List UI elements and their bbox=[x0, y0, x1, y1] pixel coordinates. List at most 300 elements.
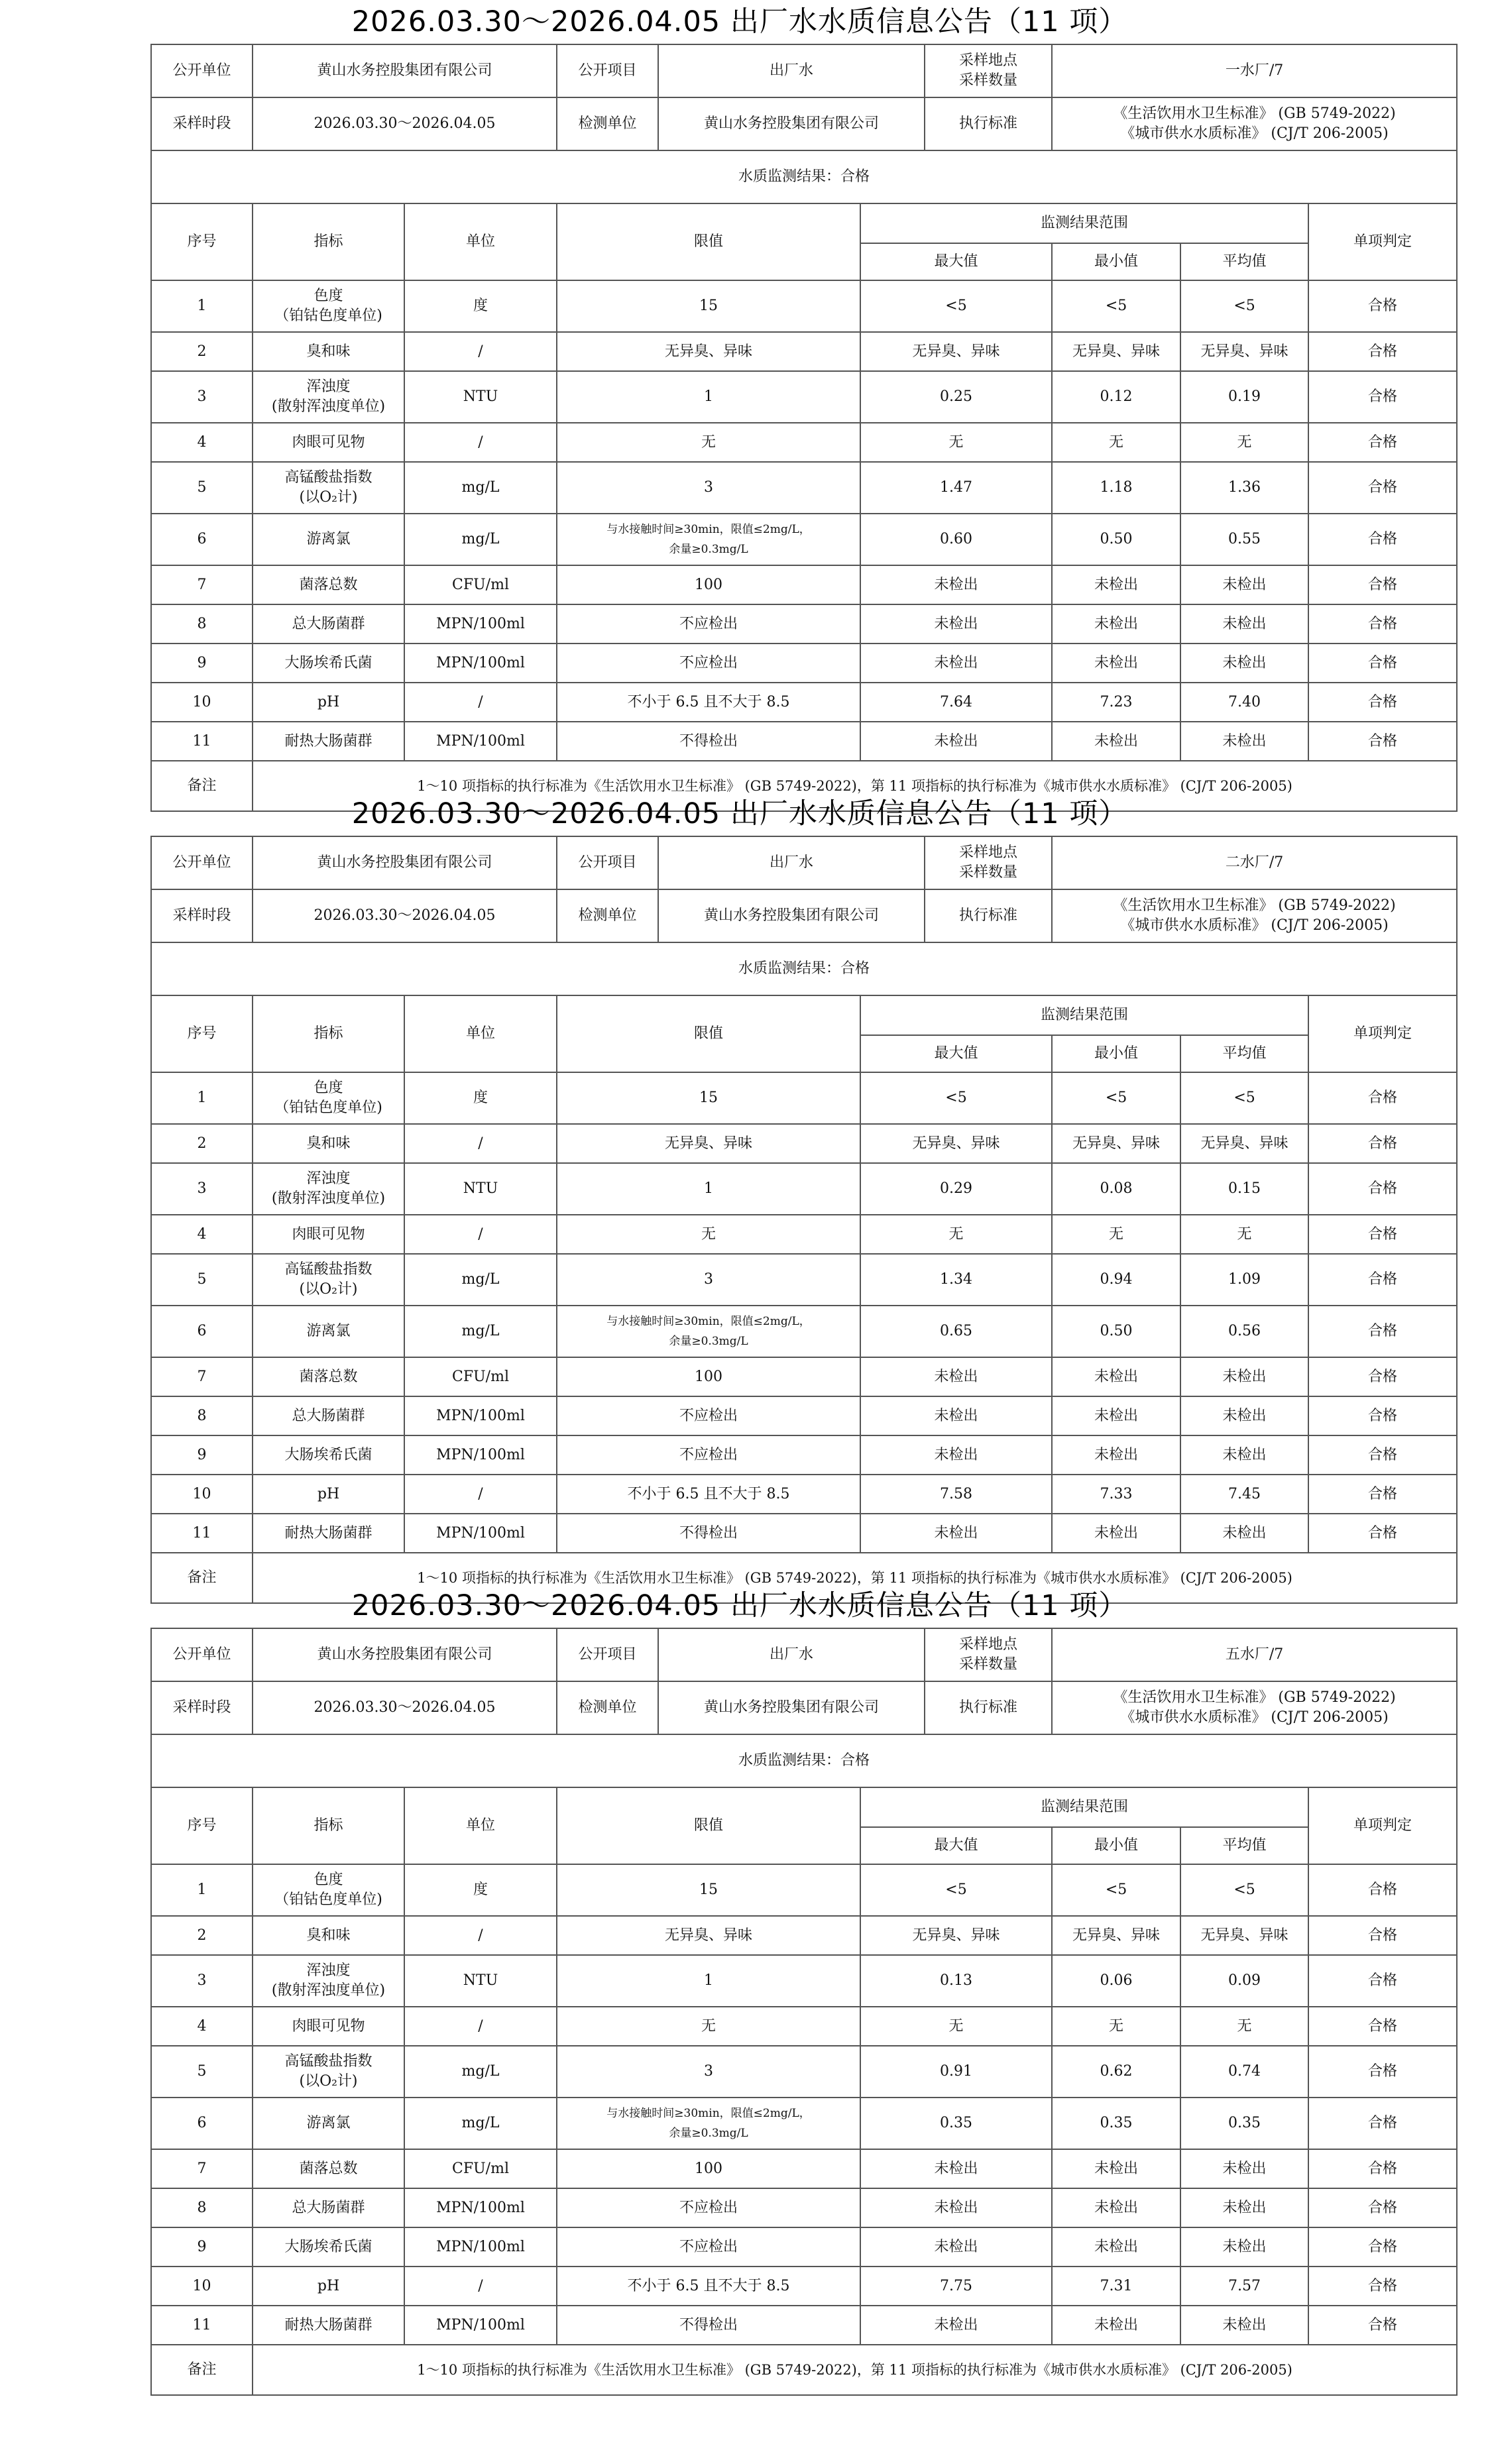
row-indicator: 总大肠菌群 bbox=[253, 1396, 404, 1435]
publisher-label: 公开单位 bbox=[151, 44, 253, 97]
row-unit: mg/L bbox=[404, 2046, 557, 2098]
row-min: <5 bbox=[1052, 1864, 1180, 1916]
row-no: 3 bbox=[151, 1163, 253, 1215]
row-unit: CFU/ml bbox=[404, 565, 557, 604]
row-limit: 1 bbox=[557, 1955, 860, 2007]
table-row bbox=[151, 1306, 1457, 1357]
row-max: 7.58 bbox=[860, 1475, 1052, 1514]
header-range: 监测结果范围 bbox=[860, 1787, 1308, 1827]
period-label: 采样时段 bbox=[151, 97, 253, 150]
row-unit: MPN/100ml bbox=[404, 2188, 557, 2227]
row-avg: 0.55 bbox=[1180, 514, 1308, 565]
table-row bbox=[151, 1864, 1457, 1916]
header-max: 最大值 bbox=[860, 1827, 1052, 1864]
row-no: 6 bbox=[151, 1306, 253, 1357]
period-label: 采样时段 bbox=[151, 1681, 253, 1734]
testing-label: 检测单位 bbox=[557, 97, 658, 150]
row-indicator: 浑浊度 (散射浑浊度单位) bbox=[253, 371, 404, 423]
row-max: 无 bbox=[860, 423, 1052, 462]
row-no: 6 bbox=[151, 2098, 253, 2149]
row-avg: 未检出 bbox=[1180, 2306, 1308, 2345]
row-limit: 3 bbox=[557, 462, 860, 514]
row-verdict: 合格 bbox=[1308, 280, 1457, 332]
header-row bbox=[151, 203, 1457, 243]
row-max: 无 bbox=[860, 2007, 1052, 2046]
row-limit: 3 bbox=[557, 1254, 860, 1306]
table-row bbox=[151, 2046, 1457, 2098]
standard-label: 执行标准 bbox=[925, 97, 1052, 150]
row-min: 0.08 bbox=[1052, 1163, 1180, 1215]
row-max: 未检出 bbox=[860, 565, 1052, 604]
row-indicator: 臭和味 bbox=[253, 1916, 404, 1955]
row-unit: / bbox=[404, 1215, 557, 1254]
row-min: 未检出 bbox=[1052, 1435, 1180, 1475]
row-max: 无异臭、异味 bbox=[860, 1916, 1052, 1955]
row-indicator: 游离氯 bbox=[253, 514, 404, 565]
row-min: 未检出 bbox=[1052, 722, 1180, 761]
row-no: 7 bbox=[151, 565, 253, 604]
row-unit: MPN/100ml bbox=[404, 604, 557, 644]
row-verdict: 合格 bbox=[1308, 2098, 1457, 2149]
row-verdict: 合格 bbox=[1308, 1072, 1457, 1124]
row-unit: / bbox=[404, 1475, 557, 1514]
header-min: 最小值 bbox=[1052, 1827, 1180, 1864]
row-no: 2 bbox=[151, 332, 253, 371]
row-limit: 无 bbox=[557, 2007, 860, 2046]
row-limit: 不应检出 bbox=[557, 1435, 860, 1475]
row-no: 5 bbox=[151, 462, 253, 514]
table-row bbox=[151, 1916, 1457, 1955]
row-max: 未检出 bbox=[860, 2149, 1052, 2188]
row-verdict: 合格 bbox=[1308, 1124, 1457, 1163]
info-row-publisher bbox=[151, 1628, 1457, 1681]
item-value: 出厂水 bbox=[658, 1628, 925, 1681]
row-max: 无异臭、异味 bbox=[860, 1124, 1052, 1163]
row-max: 0.65 bbox=[860, 1306, 1052, 1357]
header-limit: 限值 bbox=[557, 995, 860, 1072]
table-row bbox=[151, 1955, 1457, 2007]
period-label: 采样时段 bbox=[151, 889, 253, 942]
row-unit: / bbox=[404, 2007, 557, 2046]
row-verdict: 合格 bbox=[1308, 332, 1457, 371]
row-no: 1 bbox=[151, 280, 253, 332]
water-quality-table bbox=[150, 44, 1458, 812]
table-row bbox=[151, 1072, 1457, 1124]
row-no: 1 bbox=[151, 1864, 253, 1916]
row-max: 0.91 bbox=[860, 2046, 1052, 2098]
standard-label: 执行标准 bbox=[925, 889, 1052, 942]
table-row bbox=[151, 1254, 1457, 1306]
row-max: <5 bbox=[860, 280, 1052, 332]
row-min: 未检出 bbox=[1052, 604, 1180, 644]
table-row bbox=[151, 1396, 1457, 1435]
row-limit: 不应检出 bbox=[557, 644, 860, 683]
row-min: 7.31 bbox=[1052, 2267, 1180, 2306]
row-avg: 7.45 bbox=[1180, 1475, 1308, 1514]
note-label: 备注 bbox=[151, 2345, 253, 2395]
row-indicator: 菌落总数 bbox=[253, 1357, 404, 1396]
row-verdict: 合格 bbox=[1308, 1396, 1457, 1435]
water-quality-report-2 bbox=[150, 792, 1412, 1604]
row-min: 7.33 bbox=[1052, 1475, 1180, 1514]
header-no: 序号 bbox=[151, 1787, 253, 1864]
row-avg: 0.56 bbox=[1180, 1306, 1308, 1357]
header-avg: 平均值 bbox=[1180, 1035, 1308, 1072]
water-quality-report-1 bbox=[150, 0, 1412, 812]
row-unit: mg/L bbox=[404, 462, 557, 514]
row-no: 8 bbox=[151, 1396, 253, 1435]
row-indicator: 色度 （铂钴色度单位) bbox=[253, 1864, 404, 1916]
note-label: 备注 bbox=[151, 761, 253, 811]
row-unit: MPN/100ml bbox=[404, 644, 557, 683]
row-no: 2 bbox=[151, 1916, 253, 1955]
row-max: 未检出 bbox=[860, 604, 1052, 644]
testing-label: 检测单位 bbox=[557, 1681, 658, 1734]
info-row-period bbox=[151, 889, 1457, 942]
row-max: 1.34 bbox=[860, 1254, 1052, 1306]
row-unit: mg/L bbox=[404, 1306, 557, 1357]
header-verdict: 单项判定 bbox=[1308, 995, 1457, 1072]
row-max: 未检出 bbox=[860, 644, 1052, 683]
row-no: 7 bbox=[151, 2149, 253, 2188]
row-min: 0.35 bbox=[1052, 2098, 1180, 2149]
publisher-label: 公开单位 bbox=[151, 1628, 253, 1681]
row-min: 无异臭、异味 bbox=[1052, 1124, 1180, 1163]
row-unit: / bbox=[404, 423, 557, 462]
table-row bbox=[151, 462, 1457, 514]
item-value: 出厂水 bbox=[658, 44, 925, 97]
table-row bbox=[151, 1357, 1457, 1396]
row-max: 7.64 bbox=[860, 683, 1052, 722]
table-row bbox=[151, 2267, 1457, 2306]
row-unit: mg/L bbox=[404, 2098, 557, 2149]
row-indicator: 肉眼可见物 bbox=[253, 1215, 404, 1254]
row-min: 无 bbox=[1052, 1215, 1180, 1254]
row-no: 10 bbox=[151, 1475, 253, 1514]
table-row bbox=[151, 604, 1457, 644]
row-indicator: 大肠埃希氏菌 bbox=[253, 644, 404, 683]
row-indicator: 耐热大肠菌群 bbox=[253, 1514, 404, 1553]
row-indicator: 菌落总数 bbox=[253, 2149, 404, 2188]
table-row bbox=[151, 514, 1457, 565]
header-avg: 平均值 bbox=[1180, 1827, 1308, 1864]
item-label: 公开项目 bbox=[557, 836, 658, 889]
table-row bbox=[151, 2188, 1457, 2227]
note-text: 1～10 项指标的执行标准为《生活饮用水卫生标准》 (GB 5749-2022)，第 11 项指标的执行标准为《城市供水水质标准》 (CJ/T 206-2005) bbox=[253, 761, 1457, 811]
monitoring-result: 水质监测结果：合格 bbox=[151, 150, 1457, 203]
row-no: 11 bbox=[151, 2306, 253, 2345]
item-label: 公开项目 bbox=[557, 1628, 658, 1681]
row-min: 0.50 bbox=[1052, 514, 1180, 565]
row-max: 0.13 bbox=[860, 1955, 1052, 2007]
row-max: 7.75 bbox=[860, 2267, 1052, 2306]
water-quality-report-3 bbox=[150, 1584, 1412, 2396]
table-row bbox=[151, 332, 1457, 371]
note-row bbox=[151, 2345, 1457, 2395]
row-min: 无 bbox=[1052, 423, 1180, 462]
row-limit: 不小于 6.5 且不大于 8.5 bbox=[557, 2267, 860, 2306]
table-row bbox=[151, 644, 1457, 683]
row-min: 未检出 bbox=[1052, 1396, 1180, 1435]
row-unit: mg/L bbox=[404, 514, 557, 565]
row-avg: <5 bbox=[1180, 280, 1308, 332]
site-value: 二水厂/7 bbox=[1052, 836, 1457, 889]
row-avg: 未检出 bbox=[1180, 1435, 1308, 1475]
table-row bbox=[151, 1215, 1457, 1254]
row-indicator: pH bbox=[253, 1475, 404, 1514]
row-indicator: 菌落总数 bbox=[253, 565, 404, 604]
row-avg: 未检出 bbox=[1180, 1357, 1308, 1396]
table-row bbox=[151, 280, 1457, 332]
row-indicator: 高锰酸盐指数 (以O₂计) bbox=[253, 2046, 404, 2098]
item-value: 出厂水 bbox=[658, 836, 925, 889]
row-max: <5 bbox=[860, 1072, 1052, 1124]
row-limit: 15 bbox=[557, 1864, 860, 1916]
row-indicator: 耐热大肠菌群 bbox=[253, 722, 404, 761]
table-row bbox=[151, 2098, 1457, 2149]
row-indicator: 耐热大肠菌群 bbox=[253, 2306, 404, 2345]
period-value: 2026.03.30～2026.04.05 bbox=[253, 97, 557, 150]
row-verdict: 合格 bbox=[1308, 1514, 1457, 1553]
row-min: <5 bbox=[1052, 1072, 1180, 1124]
site-value: 五水厂/7 bbox=[1052, 1628, 1457, 1681]
row-verdict: 合格 bbox=[1308, 1215, 1457, 1254]
row-avg: 无异臭、异味 bbox=[1180, 332, 1308, 371]
row-limit: 与水接触时间≥30min，限值≤2mg/L， 余量≥0.3mg/L bbox=[557, 2098, 860, 2149]
row-verdict: 合格 bbox=[1308, 2007, 1457, 2046]
row-no: 4 bbox=[151, 2007, 253, 2046]
row-max: 未检出 bbox=[860, 1514, 1052, 1553]
info-row-publisher bbox=[151, 836, 1457, 889]
table-row bbox=[151, 2227, 1457, 2267]
row-unit: MPN/100ml bbox=[404, 2306, 557, 2345]
header-max: 最大值 bbox=[860, 243, 1052, 280]
row-limit: 不小于 6.5 且不大于 8.5 bbox=[557, 1475, 860, 1514]
row-avg: 未检出 bbox=[1180, 2227, 1308, 2267]
row-max: 0.35 bbox=[860, 2098, 1052, 2149]
row-unit: / bbox=[404, 332, 557, 371]
row-no: 2 bbox=[151, 1124, 253, 1163]
site-label: 采样地点 采样数量 bbox=[925, 836, 1052, 889]
row-no: 5 bbox=[151, 1254, 253, 1306]
header-min: 最小值 bbox=[1052, 1035, 1180, 1072]
row-verdict: 合格 bbox=[1308, 1475, 1457, 1514]
row-max: 0.29 bbox=[860, 1163, 1052, 1215]
row-no: 9 bbox=[151, 644, 253, 683]
result-row bbox=[151, 942, 1457, 995]
result-row bbox=[151, 1734, 1457, 1787]
header-range: 监测结果范围 bbox=[860, 995, 1308, 1035]
standard-value: 《生活饮用水卫生标准》 (GB 5749-2022) 《城市供水水质标准》 (CJ/T 206-2005) bbox=[1052, 1681, 1457, 1734]
table-row bbox=[151, 1514, 1457, 1553]
row-min: 未检出 bbox=[1052, 2306, 1180, 2345]
row-unit: / bbox=[404, 683, 557, 722]
table-row bbox=[151, 722, 1457, 761]
testing-value: 黄山水务控股集团有限公司 bbox=[658, 97, 925, 150]
row-limit: 与水接触时间≥30min，限值≤2mg/L， 余量≥0.3mg/L bbox=[557, 514, 860, 565]
report-title: 2026.03.30～2026.04.05 出厂水水质信息公告（11 项） bbox=[351, 1589, 1128, 1622]
publisher-label: 公开单位 bbox=[151, 836, 253, 889]
row-verdict: 合格 bbox=[1308, 565, 1457, 604]
row-min: 未检出 bbox=[1052, 1514, 1180, 1553]
header-verdict: 单项判定 bbox=[1308, 1787, 1457, 1864]
row-unit: NTU bbox=[404, 1955, 557, 2007]
row-unit: MPN/100ml bbox=[404, 1435, 557, 1475]
row-min: <5 bbox=[1052, 280, 1180, 332]
info-row-publisher bbox=[151, 44, 1457, 97]
header-indicator: 指标 bbox=[253, 995, 404, 1072]
table-row bbox=[151, 1435, 1457, 1475]
row-max: 0.60 bbox=[860, 514, 1052, 565]
row-avg: 7.57 bbox=[1180, 2267, 1308, 2306]
row-indicator: 肉眼可见物 bbox=[253, 2007, 404, 2046]
row-min: 0.50 bbox=[1052, 1306, 1180, 1357]
row-min: 0.62 bbox=[1052, 2046, 1180, 2098]
row-unit: / bbox=[404, 2267, 557, 2306]
header-unit: 单位 bbox=[404, 995, 557, 1072]
table-row bbox=[151, 2306, 1457, 2345]
info-row-period bbox=[151, 1681, 1457, 1734]
row-avg: 无 bbox=[1180, 2007, 1308, 2046]
header-max: 最大值 bbox=[860, 1035, 1052, 1072]
row-limit: 1 bbox=[557, 1163, 860, 1215]
row-limit: 15 bbox=[557, 280, 860, 332]
table-row bbox=[151, 2149, 1457, 2188]
monitoring-result: 水质监测结果：合格 bbox=[151, 942, 1457, 995]
table-row bbox=[151, 565, 1457, 604]
row-avg: 无 bbox=[1180, 423, 1308, 462]
row-indicator: 大肠埃希氏菌 bbox=[253, 1435, 404, 1475]
row-max: 未检出 bbox=[860, 1396, 1052, 1435]
row-indicator: 高锰酸盐指数 (以O₂计) bbox=[253, 462, 404, 514]
row-min: 未检出 bbox=[1052, 644, 1180, 683]
row-avg: 0.74 bbox=[1180, 2046, 1308, 2098]
row-avg: 无异臭、异味 bbox=[1180, 1916, 1308, 1955]
header-limit: 限值 bbox=[557, 1787, 860, 1864]
standard-label: 执行标准 bbox=[925, 1681, 1052, 1734]
row-unit: CFU/ml bbox=[404, 1357, 557, 1396]
row-min: 0.94 bbox=[1052, 1254, 1180, 1306]
row-verdict: 合格 bbox=[1308, 514, 1457, 565]
row-verdict: 合格 bbox=[1308, 2188, 1457, 2227]
row-no: 11 bbox=[151, 1514, 253, 1553]
row-verdict: 合格 bbox=[1308, 462, 1457, 514]
row-max: 未检出 bbox=[860, 1435, 1052, 1475]
row-unit: MPN/100ml bbox=[404, 1514, 557, 1553]
table-row bbox=[151, 2007, 1457, 2046]
row-indicator: 色度 （铂钴色度单位) bbox=[253, 1072, 404, 1124]
row-avg: 无异臭、异味 bbox=[1180, 1124, 1308, 1163]
row-indicator: 总大肠菌群 bbox=[253, 2188, 404, 2227]
row-verdict: 合格 bbox=[1308, 1955, 1457, 2007]
row-verdict: 合格 bbox=[1308, 683, 1457, 722]
row-indicator: 臭和味 bbox=[253, 1124, 404, 1163]
row-max: 未检出 bbox=[860, 2306, 1052, 2345]
row-min: 未检出 bbox=[1052, 2188, 1180, 2227]
report-title: 2026.03.30～2026.04.05 出厂水水质信息公告（11 项） bbox=[351, 797, 1128, 830]
testing-label: 检测单位 bbox=[557, 889, 658, 942]
table-row bbox=[151, 1124, 1457, 1163]
row-verdict: 合格 bbox=[1308, 1916, 1457, 1955]
testing-value: 黄山水务控股集团有限公司 bbox=[658, 889, 925, 942]
testing-value: 黄山水务控股集团有限公司 bbox=[658, 1681, 925, 1734]
row-limit: 1 bbox=[557, 371, 860, 423]
header-unit: 单位 bbox=[404, 1787, 557, 1864]
row-max: 未检出 bbox=[860, 1357, 1052, 1396]
row-min: 无异臭、异味 bbox=[1052, 1916, 1180, 1955]
row-unit: MPN/100ml bbox=[404, 1396, 557, 1435]
row-limit: 不得检出 bbox=[557, 722, 860, 761]
row-no: 8 bbox=[151, 2188, 253, 2227]
period-value: 2026.03.30～2026.04.05 bbox=[253, 889, 557, 942]
publisher-value: 黄山水务控股集团有限公司 bbox=[253, 1628, 557, 1681]
row-indicator: 肉眼可见物 bbox=[253, 423, 404, 462]
note-text: 1～10 项指标的执行标准为《生活饮用水卫生标准》 (GB 5749-2022)，第 11 项指标的执行标准为《城市供水水质标准》 (CJ/T 206-2005) bbox=[253, 2345, 1457, 2395]
row-indicator: 浑浊度 (散射浑浊度单位) bbox=[253, 1955, 404, 2007]
report-title: 2026.03.30～2026.04.05 出厂水水质信息公告（11 项） bbox=[351, 5, 1128, 38]
row-no: 4 bbox=[151, 1215, 253, 1254]
row-avg: 未检出 bbox=[1180, 1514, 1308, 1553]
row-unit: MPN/100ml bbox=[404, 2227, 557, 2267]
row-unit: / bbox=[404, 1124, 557, 1163]
row-limit: 无异臭、异味 bbox=[557, 332, 860, 371]
row-verdict: 合格 bbox=[1308, 423, 1457, 462]
row-no: 10 bbox=[151, 2267, 253, 2306]
row-avg: 未检出 bbox=[1180, 604, 1308, 644]
header-row bbox=[151, 995, 1457, 1035]
row-no: 9 bbox=[151, 2227, 253, 2267]
row-avg: 1.36 bbox=[1180, 462, 1308, 514]
row-avg: 7.40 bbox=[1180, 683, 1308, 722]
row-verdict: 合格 bbox=[1308, 1306, 1457, 1357]
row-max: 无异臭、异味 bbox=[860, 332, 1052, 371]
row-avg: 未检出 bbox=[1180, 2188, 1308, 2227]
row-min: 1.18 bbox=[1052, 462, 1180, 514]
header-no: 序号 bbox=[151, 995, 253, 1072]
result-row bbox=[151, 150, 1457, 203]
row-no: 1 bbox=[151, 1072, 253, 1124]
row-indicator: 臭和味 bbox=[253, 332, 404, 371]
row-limit: 无异臭、异味 bbox=[557, 1916, 860, 1955]
row-unit: 度 bbox=[404, 1864, 557, 1916]
row-verdict: 合格 bbox=[1308, 1435, 1457, 1475]
row-indicator: 浑浊度 (散射浑浊度单位) bbox=[253, 1163, 404, 1215]
row-verdict: 合格 bbox=[1308, 2046, 1457, 2098]
row-indicator: 游离氯 bbox=[253, 1306, 404, 1357]
row-unit: 度 bbox=[404, 1072, 557, 1124]
row-min: 未检出 bbox=[1052, 1357, 1180, 1396]
publisher-value: 黄山水务控股集团有限公司 bbox=[253, 836, 557, 889]
row-limit: 不小于 6.5 且不大于 8.5 bbox=[557, 683, 860, 722]
row-avg: 无 bbox=[1180, 1215, 1308, 1254]
header-avg: 平均值 bbox=[1180, 243, 1308, 280]
row-no: 10 bbox=[151, 683, 253, 722]
row-no: 5 bbox=[151, 2046, 253, 2098]
row-unit: mg/L bbox=[404, 1254, 557, 1306]
header-indicator: 指标 bbox=[253, 1787, 404, 1864]
row-indicator: 游离氯 bbox=[253, 2098, 404, 2149]
row-max: 1.47 bbox=[860, 462, 1052, 514]
header-min: 最小值 bbox=[1052, 243, 1180, 280]
row-no: 3 bbox=[151, 1955, 253, 2007]
row-min: 7.23 bbox=[1052, 683, 1180, 722]
row-max: 0.25 bbox=[860, 371, 1052, 423]
row-max: 无 bbox=[860, 1215, 1052, 1254]
row-indicator: 高锰酸盐指数 (以O₂计) bbox=[253, 1254, 404, 1306]
table-row bbox=[151, 423, 1457, 462]
header-no: 序号 bbox=[151, 203, 253, 280]
row-limit: 不得检出 bbox=[557, 1514, 860, 1553]
